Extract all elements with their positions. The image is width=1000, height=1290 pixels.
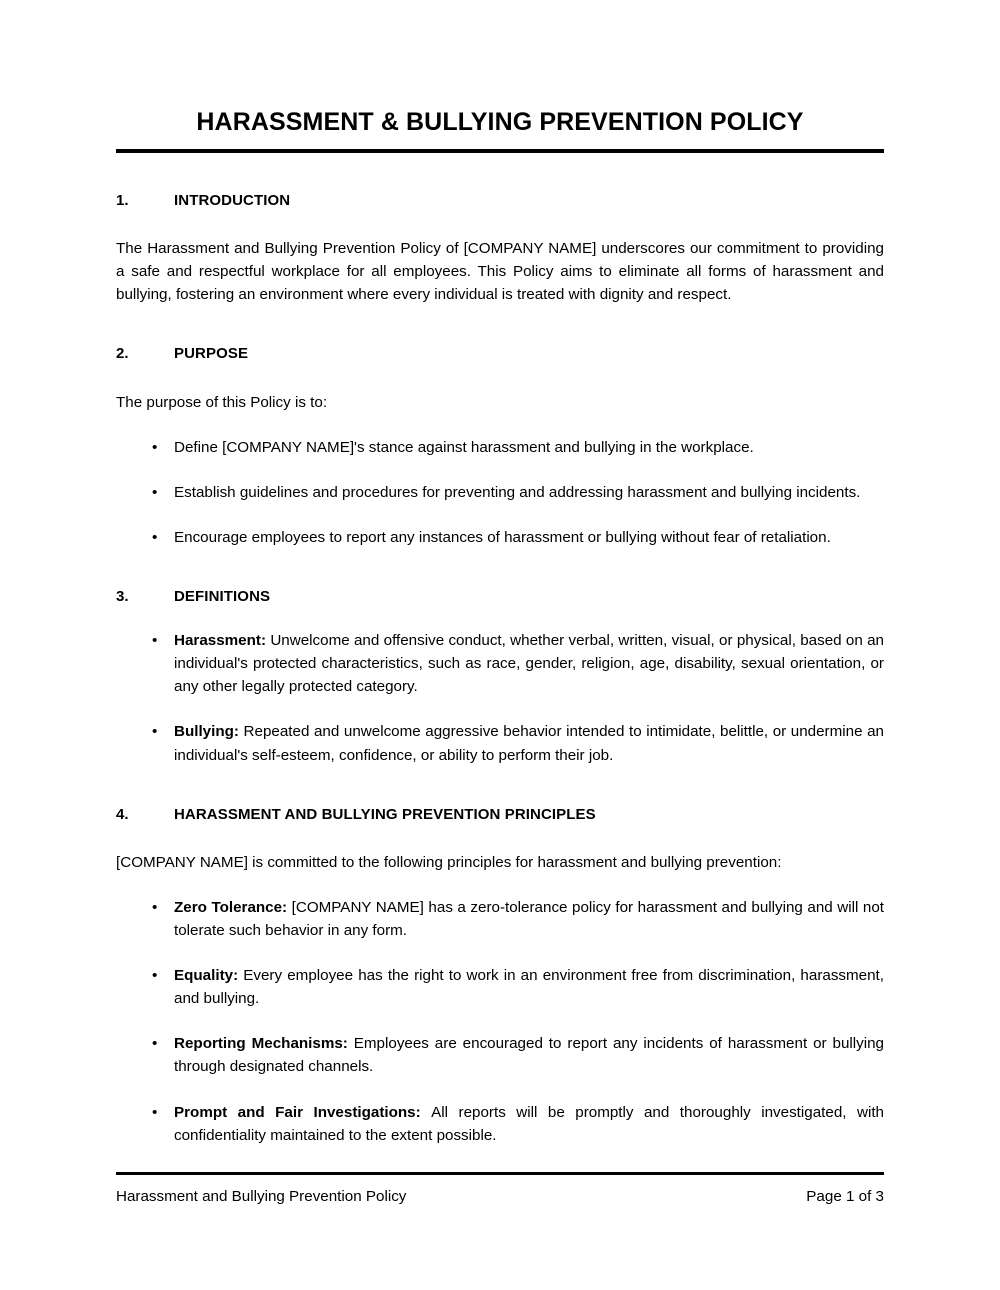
bullet-icon: •: [152, 483, 158, 501]
section-title: HARASSMENT AND BULLYING PREVENTION PRINCIPLES: [174, 805, 596, 823]
section-title: INTRODUCTION: [174, 191, 291, 209]
principle-term: Zero Tolerance:: [174, 898, 292, 916]
bullet-icon: •: [152, 1035, 158, 1053]
principles-bullet-list: [116, 874, 884, 1147]
section-heading-introduction: [116, 191, 884, 211]
section-number: 3.: [116, 587, 129, 605]
section-heading-purpose: [116, 344, 884, 364]
list-item: [116, 414, 884, 459]
section-number: 4.: [116, 805, 129, 823]
section-heading-principles: [116, 805, 884, 825]
definitions-bullet-list: [116, 607, 884, 766]
principles-intro-paragraph: [COMPANY NAME] is committed to the following principles for harassment and bullying prevention:: [116, 853, 782, 871]
bullet-icon: •: [152, 1103, 158, 1121]
bullet-icon: •: [152, 528, 158, 546]
section-title: PURPOSE: [174, 345, 249, 363]
principle-text: All reports will be promptly and thoroughly investigated, with confidentiality maintained to the extent possible.: [174, 1103, 885, 1144]
section-heading-definitions: [116, 587, 884, 607]
principle-text: [COMPANY NAME] has a zero-tolerance policy for harassment and bullying and will not tolerate such behavior in any form.: [174, 898, 885, 940]
principle-term: Equality:: [174, 967, 244, 985]
list-item: [116, 504, 884, 549]
section-title: DEFINITIONS: [174, 587, 271, 605]
list-item: [116, 1079, 884, 1147]
definition-term: Bullying:: [174, 723, 244, 741]
list-item-text: Define [COMPANY NAME]'s stance against harassment and bullying in the workplace.: [174, 438, 754, 456]
definition-text: Unwelcome and offensive conduct, whether verbal, written, visual, or physical, based on an individual's protected characteristics, such as race, gender, religion, age, disability, sexual orientation, or any other legally protected category.: [174, 632, 884, 696]
principle-term: Reporting Mechanisms:: [174, 1035, 354, 1053]
bullet-icon: •: [152, 438, 158, 456]
document-content: [116, 0, 884, 1147]
list-item: [116, 874, 884, 942]
list-item: [116, 607, 884, 698]
section-number: 2.: [116, 345, 129, 363]
principle-text: Employees are encouraged to report any incidents of harassment or bullying through designated channels.: [174, 1035, 884, 1076]
purpose-bullet-list: [116, 414, 884, 549]
bullet-icon: •: [152, 723, 158, 741]
introduction-paragraph: The Harassment and Bullying Prevention Policy of [COMPANY NAME] underscores our commitment to providing a safe and respectful workplace for all employees. This Policy aims to eliminate all forms of harassment and bullying, fostering an environment where every individual is treated with dignity and respect.: [116, 240, 884, 304]
list-item-text: Establish guidelines and procedures for preventing and addressing harassment and bullying incidents.: [174, 483, 861, 501]
footer-document-name: Harassment and Bullying Prevention Policy: [116, 1188, 407, 1205]
principle-text: Every employee has the right to work in an environment free from discrimination, harassment, and bullying.: [174, 967, 884, 1008]
bullet-icon: •: [152, 632, 158, 650]
list-item: [116, 1010, 884, 1078]
list-item: [116, 459, 884, 504]
title-divider: [116, 149, 884, 153]
page-footer: [116, 1172, 884, 1205]
definition-term: Harassment:: [174, 632, 271, 650]
page-title: HARASSMENT & BULLYING PREVENTION POLICY: [196, 108, 804, 136]
bullet-icon: •: [152, 898, 158, 916]
footer-row: [116, 1175, 884, 1205]
definition-text: Repeated and unwelcome aggressive behavior intended to intimidate, belittle, or undermine an individual's self-esteem, confidence, or ability to perform their job.: [174, 723, 884, 764]
purpose-intro-paragraph: The purpose of this Policy is to:: [116, 393, 328, 411]
list-item: [116, 698, 884, 766]
list-item-text: Encourage employees to report any instances of harassment or bullying without fear of retaliation.: [174, 528, 831, 546]
bullet-icon: •: [152, 967, 158, 985]
principle-term: Prompt and Fair Investigations:: [174, 1103, 432, 1121]
list-item: [116, 942, 884, 1010]
footer-page-number: Page 1 of 3: [806, 1188, 884, 1205]
section-number: 1.: [116, 191, 129, 209]
